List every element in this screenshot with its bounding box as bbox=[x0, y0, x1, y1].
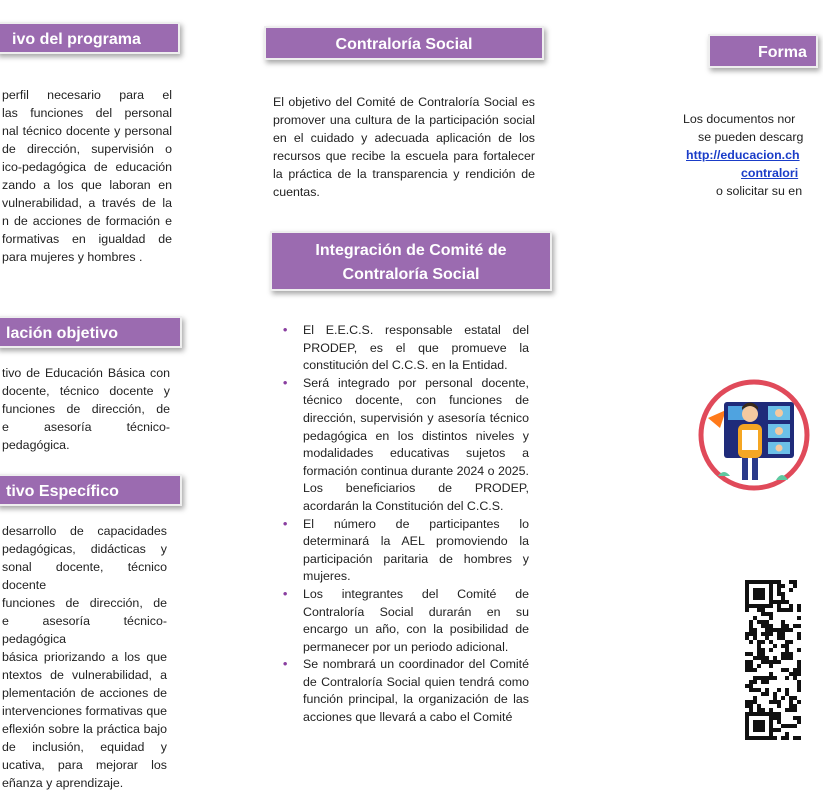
formatos-line3: o solicitar su en bbox=[716, 184, 803, 198]
header-formatos bbox=[708, 34, 818, 68]
text-line: las funciones del personal bbox=[2, 106, 172, 120]
person-head bbox=[742, 406, 758, 422]
text-line: perfil necesario para el bbox=[2, 88, 172, 102]
text-line: sonal docente, técnico docente bbox=[2, 560, 167, 592]
text-line: formativas en igualdad de bbox=[2, 232, 172, 246]
header-integracion-line2: Contraloría Social bbox=[342, 266, 480, 283]
header-contraloria-social bbox=[264, 26, 544, 60]
header-objetivo-programa-text: ivo del programa bbox=[12, 31, 141, 48]
header-contraloria-social-text: Contraloría Social bbox=[335, 36, 473, 53]
text-line: eflexión sobre la práctica bajo bbox=[2, 722, 167, 736]
text-line: desarrollo de capacidades bbox=[2, 524, 167, 538]
text-line: e asesoría técnico-pedagógica. bbox=[2, 420, 170, 452]
text-line: ntextos de vulnerabilidad, a bbox=[2, 668, 167, 682]
contraloria-social-paragraph: El objetivo del Comité de Contraloría Social es promover una cultura de la participación social en el cuidado y adecuada aplicación de los recursos que recibe la escuela para fortalecer la práctica de la transparencia y rendición de cuentas. bbox=[273, 95, 535, 199]
text-line: nal técnico docente y personal bbox=[2, 124, 172, 138]
header-integracion-comite bbox=[270, 231, 552, 291]
header-objetivo-especifico-text: tivo Específico bbox=[6, 483, 119, 500]
objetivo-programa-text bbox=[2, 86, 172, 266]
text-line: n de acciones de formación e bbox=[2, 214, 172, 228]
list-item: • Los integrantes del Comité de Contraloría Social durarán en su encargo un año, con la posibilidad de permanecer por un periodo adicional. bbox=[281, 586, 529, 656]
objetivo-especifico-text bbox=[2, 522, 167, 792]
list-item: • El E.E.C.S. responsable estatal del PRODEP, es el que promueve la constitución del C.C.S. en la Entidad. bbox=[281, 322, 529, 375]
text-line: e asesoría técnico-pedagógica bbox=[2, 614, 167, 646]
list-item: • El número de participantes lo determinará la AEL promoviendo la participación paritaria de hombres y mujeres. bbox=[281, 516, 529, 586]
text-line: básica priorizando a los que bbox=[2, 650, 167, 664]
text-line: ico-pedagógica de educación bbox=[2, 160, 172, 174]
text-line: plementación de acciones de bbox=[2, 686, 167, 700]
header-integracion-line1: Integración de Comité de bbox=[315, 242, 507, 259]
text-line: pedagógicas, didácticas y bbox=[2, 542, 167, 556]
header-objetivo-programa bbox=[0, 22, 180, 54]
text-line: funciones de dirección, de bbox=[2, 402, 170, 416]
list-item: • Será integrado por personal docente, técnico docente, con funciones de dirección, supervisión y asesoría técnico pedagógica en los distintos niveles y modalidades educativas sujetos a formación continua durante 2024 o 2025. Los beneficiarios de PRODEP, acordarán la Constitución del C.C.S. bbox=[281, 375, 529, 516]
text-line: funciones de dirección, de bbox=[2, 596, 167, 610]
text-line: de dirección, supervisión o bbox=[2, 142, 172, 156]
online-training-illustration bbox=[698, 376, 800, 494]
download-link-cont[interactable]: contralori bbox=[741, 166, 799, 180]
list-item: • Se nombrará un coordinador del Comité de Contraloría Social quien tendrá como función principal, la organización de las acciones que llevará a cabo el Comité bbox=[281, 656, 529, 726]
header-poblacion-objetivo-text: lación objetivo bbox=[6, 325, 119, 342]
formatos-text bbox=[683, 110, 823, 200]
qr-code[interactable] bbox=[745, 580, 801, 740]
text-line: tivo de Educación Básica con bbox=[2, 366, 170, 380]
formatos-line2: se pueden descarg bbox=[698, 130, 804, 144]
header-objetivo-especifico bbox=[0, 474, 182, 506]
text-line: vulnerabilidad, a través de la bbox=[2, 196, 172, 210]
text-line: docente, técnico docente y bbox=[2, 384, 170, 398]
text-line: intervenciones formativas que bbox=[2, 704, 167, 718]
header-poblacion-objetivo bbox=[0, 316, 182, 348]
text-line: ucativa, para mejorar los bbox=[2, 758, 167, 772]
formatos-line1: Los documentos nor bbox=[683, 112, 796, 126]
text-line: de inclusión, equidad y bbox=[2, 740, 167, 754]
text-line: para mujeres y hombres . bbox=[2, 250, 143, 264]
header-formatos-text: Forma bbox=[758, 44, 807, 61]
text-line: zando a los que laboran en bbox=[2, 178, 172, 192]
download-link[interactable]: http://educacion.ch bbox=[686, 148, 800, 162]
poblacion-objetivo-text bbox=[2, 364, 170, 454]
text-line: eñanza y aprendizaje. bbox=[2, 776, 124, 790]
contraloria-social-text bbox=[273, 93, 535, 201]
integracion-bullet-list bbox=[281, 322, 529, 727]
